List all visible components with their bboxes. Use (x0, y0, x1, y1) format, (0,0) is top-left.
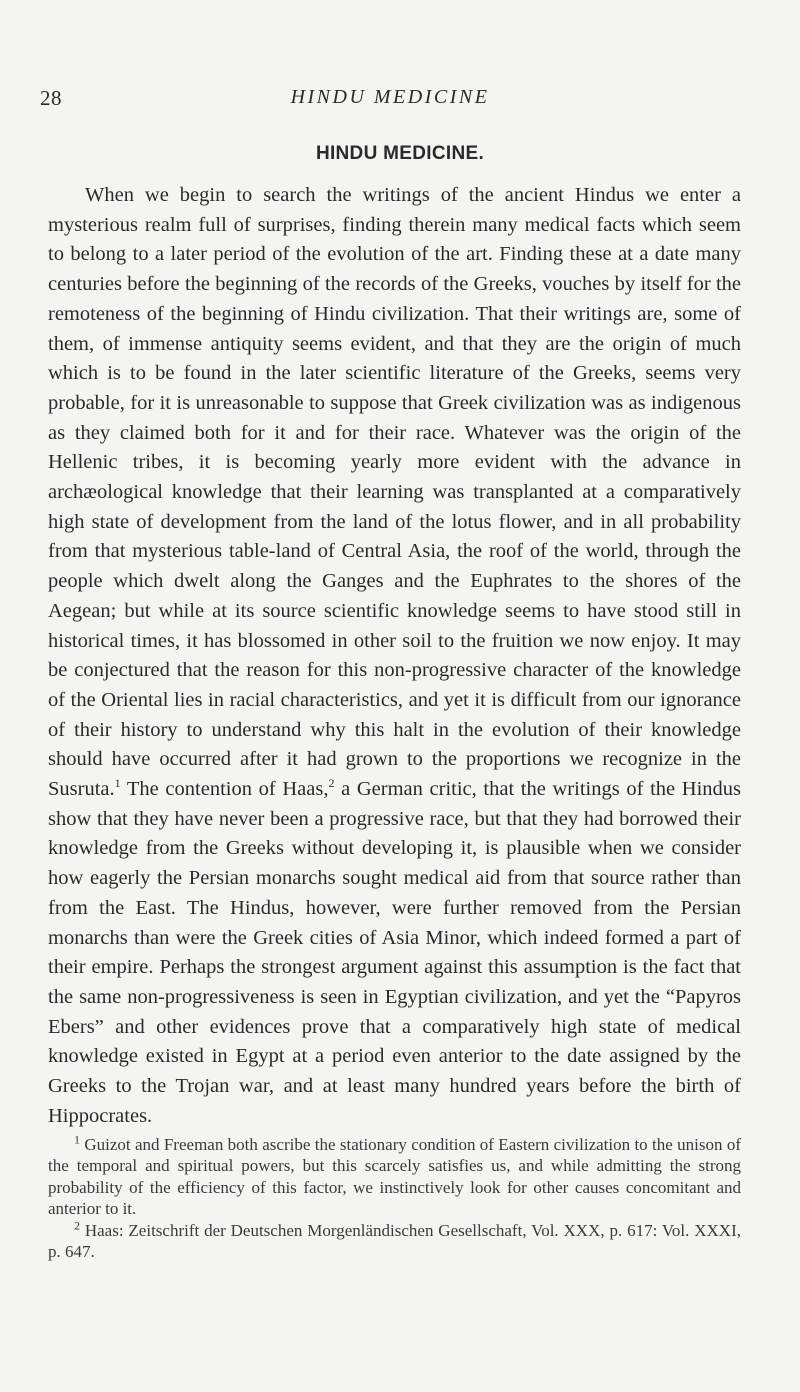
page-number: 28 (40, 86, 62, 110)
body-text-part-c: a German critic, that the writings of the Hindus show that they have never been a progressive race, but that they had borrowed their knowledge from the Greeks without developing it, is plausible when we consider how eagerly the Persian monarchs sought medical aid from that source rather than from the East. The Hindus, however, were further removed from the Persian monarchs than were the Greek cities of Asia Minor, which indeed formed a part of their empire. Perhaps the strongest argument against this assumption is the fact that the same non-progressiveness is seen in Egyptian civilization, and yet the “Papyros Ebers” and other evidences prove that a comparatively high state of medical knowledge existed in Egypt at a period even anterior to the date assigned by the Greeks to the Trojan war, and at least many hundred years before the birth of Hippocrates. (48, 778, 741, 1127)
running-head: HINDU MEDICINE (290, 86, 490, 108)
footnote-marker: 1 (74, 1132, 80, 1147)
body-paragraph (48, 181, 741, 1132)
footnote-ref-1: 1 (114, 776, 121, 791)
footnote-1 (48, 1134, 741, 1220)
chapter-title: HINDU MEDICINE. (315, 143, 485, 164)
footnote-text: Guizot and Freeman both ascribe the stationary condition of Eastern civilization to the unison of the temporal and spiritual powers, but this scarcely satisfies us, and while admitting the strong probability of the efficiency of this factor, we instinctively look for other causes concomitant and anterior to it. (48, 1135, 741, 1219)
body-text-part-a: When we begin to search the writings of the ancient Hindus we enter a mysterious realm full of surprises, finding therein many medical facts which seem to belong to a later period of the evolution of the art. Finding these at a date many centuries before the beginning of the records of the Greeks, vouches by itself for the remoteness of the beginning of Hindu civilization. That their writings are, some of them, of immense antiquity seems evident, and that they are the origin of much which is to be found in the later scientific literature of the Greeks, seems very probable, for it is unreasonable to suppose that Greek civilization was as indigenous as they claimed both for it and for their race. Whatever was the origin of the Hellenic tribes, it is becoming yearly more evident with the advance in archæological knowledge that their learning was transplanted at a comparatively high state of development from the land of the lotus flower, and in all probability from that mysterious table-land of Central Asia, the roof of the world, through the people which dwelt along the Ganges and the Euphrates to the shores of the Aegean; but while at its source scientific knowledge seems to have stood still in historical times, it has blossomed in other soil to the fruition we now enjoy. It may be conjectured that the reason for this non-progressive character of the knowledge of the Oriental lies in racial characteristics, and yet it is difficult from our ignorance of their history to understand why this halt in the evolution of their knowledge should have occurred after it had grown to the proportions we recognize in the Susruta. (48, 184, 741, 801)
footnote-marker: 2 (74, 1217, 80, 1232)
footnotes (48, 1134, 741, 1262)
footnote-text: Haas: Zeitschrift der Deutschen Morgenländischen Gesellschaft, Vol. XXX, p. 617: Vol. XXXI, p. 647. (48, 1220, 741, 1262)
footnote-2 (48, 1217, 741, 1263)
footnote-ref-2: 2 (328, 776, 335, 791)
page-header (40, 86, 740, 116)
body-text-part-b: The contention of Haas, (120, 778, 329, 801)
